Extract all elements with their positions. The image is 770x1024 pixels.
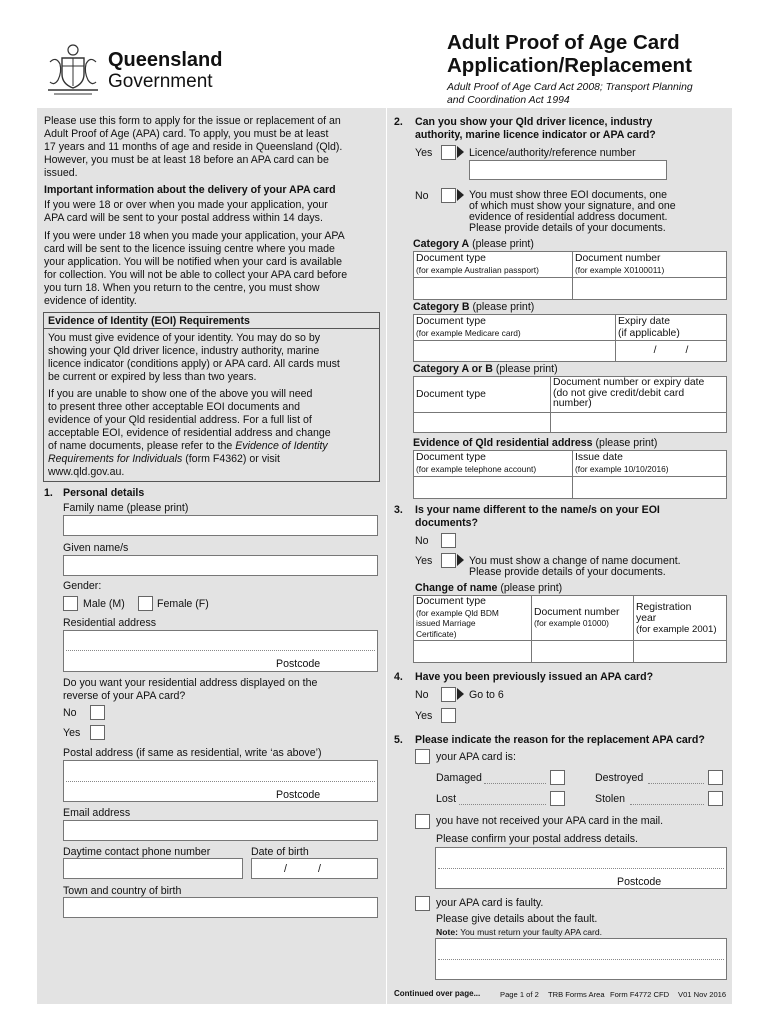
stolen-label: Stolen xyxy=(595,793,626,805)
s2-no-checkbox[interactable] xyxy=(441,188,456,203)
s2-question: authority, marine licence indicator or APA card? xyxy=(415,129,656,141)
col-issue: Issue date xyxy=(575,452,623,463)
intro-line: Please use this form to apply for the issue or replacement of an xyxy=(44,115,341,127)
postal-postcode-label: Postcode xyxy=(276,789,321,801)
cn-doc-number-cell[interactable] xyxy=(532,641,634,663)
lost-leader xyxy=(459,804,546,805)
change-name-heading xyxy=(415,582,562,595)
destroyed-label: Destroyed xyxy=(595,772,644,784)
category-a-label: Category A xyxy=(413,238,470,250)
delivery-text: for collection. You will not be able to collect your APA card before xyxy=(44,269,348,281)
eoi-text: showing your Qld driver licence, industry authority, marine xyxy=(48,345,320,357)
eoi-text xyxy=(48,453,280,466)
col-docnum-exp: Document number or expiry date xyxy=(553,377,705,388)
res-issue-date-cell[interactable] xyxy=(573,477,727,499)
residential-address-label: Residential address xyxy=(63,617,157,629)
continued-label: Continued over page... xyxy=(394,989,481,998)
s3-yes-text: Please provide details of your documents. xyxy=(469,566,666,578)
male-checkbox[interactable] xyxy=(63,596,78,611)
reason-card-is-checkbox[interactable] xyxy=(415,749,430,764)
given-name-field[interactable] xyxy=(63,555,378,576)
eoi-text: evidence of your Qld residential address. For a full list of xyxy=(48,414,312,426)
s5-question: Please indicate the reason for the replacement APA card? xyxy=(415,734,705,746)
col-reg-year: Registration xyxy=(636,601,692,613)
s3-question: documents? xyxy=(415,517,478,529)
damaged-checkbox[interactable] xyxy=(550,770,565,785)
change-name-label: Change of name xyxy=(415,582,498,594)
page-number: Page 1 of 2 xyxy=(500,990,539,999)
gender-label: Gender: xyxy=(63,580,102,592)
dob-slash: / xyxy=(318,863,321,875)
female-label: Female (F) xyxy=(157,598,209,610)
address-dotted-line xyxy=(66,650,375,651)
s2-yes-label: Yes xyxy=(415,147,433,159)
s2-no-text: evidence of residential address document. xyxy=(469,211,668,223)
stolen-leader xyxy=(630,804,704,805)
arrow-icon xyxy=(457,688,464,700)
delivery-text: card will be sent to the licence issuing centre where you made xyxy=(44,243,335,255)
reason-card-is-label: your APA card is: xyxy=(436,751,516,763)
cn-doc-type-cell[interactable] xyxy=(414,641,532,663)
category-b-table xyxy=(413,314,727,362)
forms-area: TRB Forms Area xyxy=(548,990,605,999)
note-label: Note: xyxy=(436,927,458,937)
postal-dotted-line xyxy=(66,781,375,782)
col-doc-type: Document type xyxy=(416,388,486,400)
col-example: (for example X0100011) xyxy=(575,264,665,275)
category-ab-table xyxy=(413,376,727,433)
s2-num: 2. xyxy=(394,116,403,128)
display-yes-checkbox[interactable] xyxy=(90,725,105,740)
intro-line: Adult Proof of Age (APA) card. To apply, you must be at least xyxy=(44,128,329,140)
s3-no-checkbox[interactable] xyxy=(441,533,456,548)
col-docnum-exp: (do not give credit/debit card xyxy=(553,387,685,399)
subtitle-1: Adult Proof of Age Card Act 2008; Transport Planning xyxy=(447,82,693,93)
destroyed-checkbox[interactable] xyxy=(708,770,723,785)
delivery-text: your application. You will be notified when your card is available xyxy=(44,256,342,268)
dob-label: Date of birth xyxy=(251,846,309,858)
s5-num: 5. xyxy=(394,734,403,746)
family-name-label: Family name (please print) xyxy=(63,502,189,514)
col-reg-year: year xyxy=(636,612,657,624)
display-no-label: No xyxy=(63,707,77,719)
cat-a-doc-type-cell[interactable] xyxy=(414,278,573,300)
display-address-question: Do you want your residential address displayed on the xyxy=(63,677,318,689)
phone-label: Daytime contact phone number xyxy=(63,846,211,858)
category-b-heading xyxy=(413,301,534,314)
confirm-dotted-line xyxy=(438,868,724,869)
s1-num: 1. xyxy=(44,487,53,499)
s1-title: Personal details xyxy=(63,487,145,499)
note-text: You must return your faulty APA card. xyxy=(457,927,603,937)
form-title-2: Application/Replacement xyxy=(447,54,692,77)
col-example: (for example 10/10/2016) xyxy=(575,463,669,474)
confirm-postcode-label: Postcode xyxy=(617,876,662,888)
postcode-label: Postcode xyxy=(276,658,321,670)
eoi-text: be current or expired by less than two years. xyxy=(48,371,257,383)
please-print: (please print) xyxy=(495,363,558,375)
col-expiry: Expiry date xyxy=(618,316,670,327)
col-doc-number: Document number xyxy=(534,607,620,618)
delivery-heading: Important information about the delivery of your APA card xyxy=(44,184,336,196)
cn-reg-year-cell[interactable] xyxy=(634,641,727,663)
delivery-text: If you were under 18 when you made your application, your APA xyxy=(44,230,345,242)
arrow-icon xyxy=(457,189,464,201)
lost-label: Lost xyxy=(436,793,457,805)
form-title-1: Adult Proof of Age Card xyxy=(447,31,680,54)
col-expiry-note: (if applicable) xyxy=(618,327,680,339)
col-example: (for example 01000) xyxy=(534,618,609,628)
please-print: (please print) xyxy=(595,437,658,449)
eoi-text: If you are unable to show one of the above you will need xyxy=(48,388,313,400)
licence-number-field[interactable] xyxy=(469,160,667,180)
s2-no-text: Please provide details of your documents. xyxy=(469,222,666,234)
eoi-text: to present three other acceptable EOI documents and xyxy=(48,401,301,413)
fault-dotted-line xyxy=(438,959,724,960)
logo-text-2: Government xyxy=(108,71,213,92)
residential-address-field[interactable] xyxy=(63,630,378,672)
arrow-icon xyxy=(457,146,464,158)
not-received-checkbox[interactable] xyxy=(415,814,430,829)
goto-6-label: Go to 6 xyxy=(469,689,504,701)
s2-question: Can you show your Qld driver licence, industry xyxy=(415,116,653,128)
eoi-text-part: of name documents, please refer to the xyxy=(48,440,236,452)
s2-no-label: No xyxy=(415,190,429,202)
intro-line: However, you must be at least 18 before an APA card can be xyxy=(44,154,329,166)
delivery-text: If you were 18 or over when you made your application, your xyxy=(44,199,328,211)
eoi-text-part: (form F4362) or visit xyxy=(182,453,280,465)
cat-ab-doc-type-cell[interactable] xyxy=(414,413,551,433)
not-received-label: you have not received your APA card in the mail. xyxy=(436,815,664,827)
eoi-heading: Evidence of Identity (EOI) Requirements xyxy=(48,315,250,327)
s3-question: Is your name different to the name/s on your EOI xyxy=(415,504,660,516)
faulty-label: your APA card is faulty. xyxy=(436,897,544,909)
email-label: Email address xyxy=(63,807,131,819)
dob-slash: / xyxy=(284,863,287,875)
crest-logo xyxy=(44,42,102,98)
col-example: (for example Australian passport) xyxy=(416,264,539,275)
col-example: (for example Qld BDM xyxy=(416,607,499,618)
col-doc-type: Document type xyxy=(416,316,486,327)
res-evidence-label: Evidence of Qld residential address xyxy=(413,437,593,449)
birthplace-label: Town and country of birth xyxy=(63,885,182,897)
birthplace-field[interactable] xyxy=(63,897,378,918)
category-a-heading xyxy=(413,238,534,251)
residential-evidence-table xyxy=(413,450,727,499)
col-doc-type: Document type xyxy=(416,253,486,264)
col-example: (for example telephone account) xyxy=(416,463,537,474)
lost-checkbox[interactable] xyxy=(550,791,565,806)
cat-ab-docnum-cell[interactable] xyxy=(551,413,727,433)
s2-no-text: You must show three EOI documents, one xyxy=(469,189,668,201)
category-a-table xyxy=(413,251,727,300)
faulty-checkbox[interactable] xyxy=(415,896,430,911)
eoi-text: acceptable EOI, evidence of residential address and change xyxy=(48,427,331,439)
expiry-slash: / xyxy=(653,345,657,357)
col-example: issued Marriage xyxy=(416,618,476,628)
residential-evidence-heading xyxy=(413,437,657,450)
s4-yes-label: Yes xyxy=(415,710,433,722)
s4-no-checkbox[interactable] xyxy=(441,687,456,702)
please-print: (please print) xyxy=(472,301,535,313)
s4-yes-checkbox[interactable] xyxy=(441,708,456,723)
eoi-url: www.qld.gov.au. xyxy=(48,466,125,478)
s3-yes-label: Yes xyxy=(415,555,433,567)
eoi-text xyxy=(48,440,328,453)
s3-yes-checkbox[interactable] xyxy=(441,553,456,568)
given-name-label: Given name/s xyxy=(63,542,129,554)
delivery-text: you turn 18. When you return to the centre, you must show xyxy=(44,282,320,294)
arrow-icon xyxy=(457,554,464,566)
subtitle-2: and Coordination Act 1994 xyxy=(447,95,570,106)
col-example: (for example Medicare card) xyxy=(416,327,521,338)
eoi-text: licence indicator (conditions apply) or APA card. All cards must xyxy=(48,358,340,370)
intro-line: issued. xyxy=(44,167,78,179)
dob-field[interactable] xyxy=(251,858,378,879)
phone-field[interactable] xyxy=(63,858,243,879)
category-ab-heading xyxy=(413,363,558,376)
expiry-slash: / xyxy=(685,345,689,357)
please-print: (please print) xyxy=(472,238,534,250)
col-doc-number: Document number xyxy=(575,253,661,264)
col-doc-type: Document type xyxy=(416,596,486,607)
stolen-checkbox[interactable] xyxy=(708,791,723,806)
category-ab-label: Category A or B xyxy=(413,363,493,375)
eoi-text: You must give evidence of your identity. You may do so by xyxy=(48,332,321,344)
confirm-postal-label: Please confirm your postal address details. xyxy=(436,833,638,845)
cat-b-doc-type-cell[interactable] xyxy=(414,341,616,362)
s4-question: Have you been previously issued an APA card? xyxy=(415,671,654,683)
form-code: Form F4772 CFD xyxy=(610,990,670,999)
s3-yes-text: You must show a change of name document. xyxy=(469,555,681,567)
s3-num: 3. xyxy=(394,504,403,516)
male-label: Male (M) xyxy=(83,598,125,610)
female-checkbox[interactable] xyxy=(138,596,153,611)
res-doc-type-cell[interactable] xyxy=(414,477,573,499)
col-example: Certificate) xyxy=(416,628,457,639)
eoi-doc-ref: Requirements for Individuals xyxy=(48,453,183,465)
intro-line: 17 years and 11 months of age and reside in Queensland (Qld). xyxy=(44,141,343,153)
s4-num: 4. xyxy=(394,671,403,683)
change-name-table xyxy=(413,595,727,663)
s3-no-label: No xyxy=(415,535,429,547)
s2-no-text: of which must show your signature, and one xyxy=(469,200,676,212)
fault-details-label: Please give details about the fault. xyxy=(436,913,598,925)
display-yes-label: Yes xyxy=(63,727,81,739)
licence-number-label: Licence/authority/reference number xyxy=(469,147,636,159)
s2-yes-checkbox[interactable] xyxy=(441,145,456,160)
s4-no-label: No xyxy=(415,689,429,701)
logo-text-1: Queensland xyxy=(108,49,223,71)
col-doc-type: Document type xyxy=(416,452,486,463)
fault-note xyxy=(436,926,602,939)
form-version: V01 Nov 2016 xyxy=(678,990,727,999)
damaged-leader xyxy=(484,783,546,784)
delivery-text: evidence of identity. xyxy=(44,295,137,307)
email-field[interactable] xyxy=(63,820,378,841)
please-print: (please print) xyxy=(500,582,563,594)
col-docnum-exp: number) xyxy=(553,398,592,409)
cat-b-expiry-cell[interactable] xyxy=(616,341,727,362)
cat-a-doc-number-cell[interactable] xyxy=(573,278,727,300)
display-no-checkbox[interactable] xyxy=(90,705,105,720)
postal-address-label: Postal address (if same as residential, write ‘as above’) xyxy=(63,747,322,759)
display-address-question: reverse of your APA card? xyxy=(63,690,186,702)
col-example: (for example 2001) xyxy=(636,623,717,635)
category-b-label: Category B xyxy=(413,301,470,313)
destroyed-leader xyxy=(648,783,704,784)
damaged-label: Damaged xyxy=(436,772,482,784)
family-name-field[interactable] xyxy=(63,515,378,536)
delivery-text: APA card will be sent to your postal address within 14 days. xyxy=(44,212,323,224)
eoi-doc-ref: Evidence of Identity xyxy=(235,440,328,452)
